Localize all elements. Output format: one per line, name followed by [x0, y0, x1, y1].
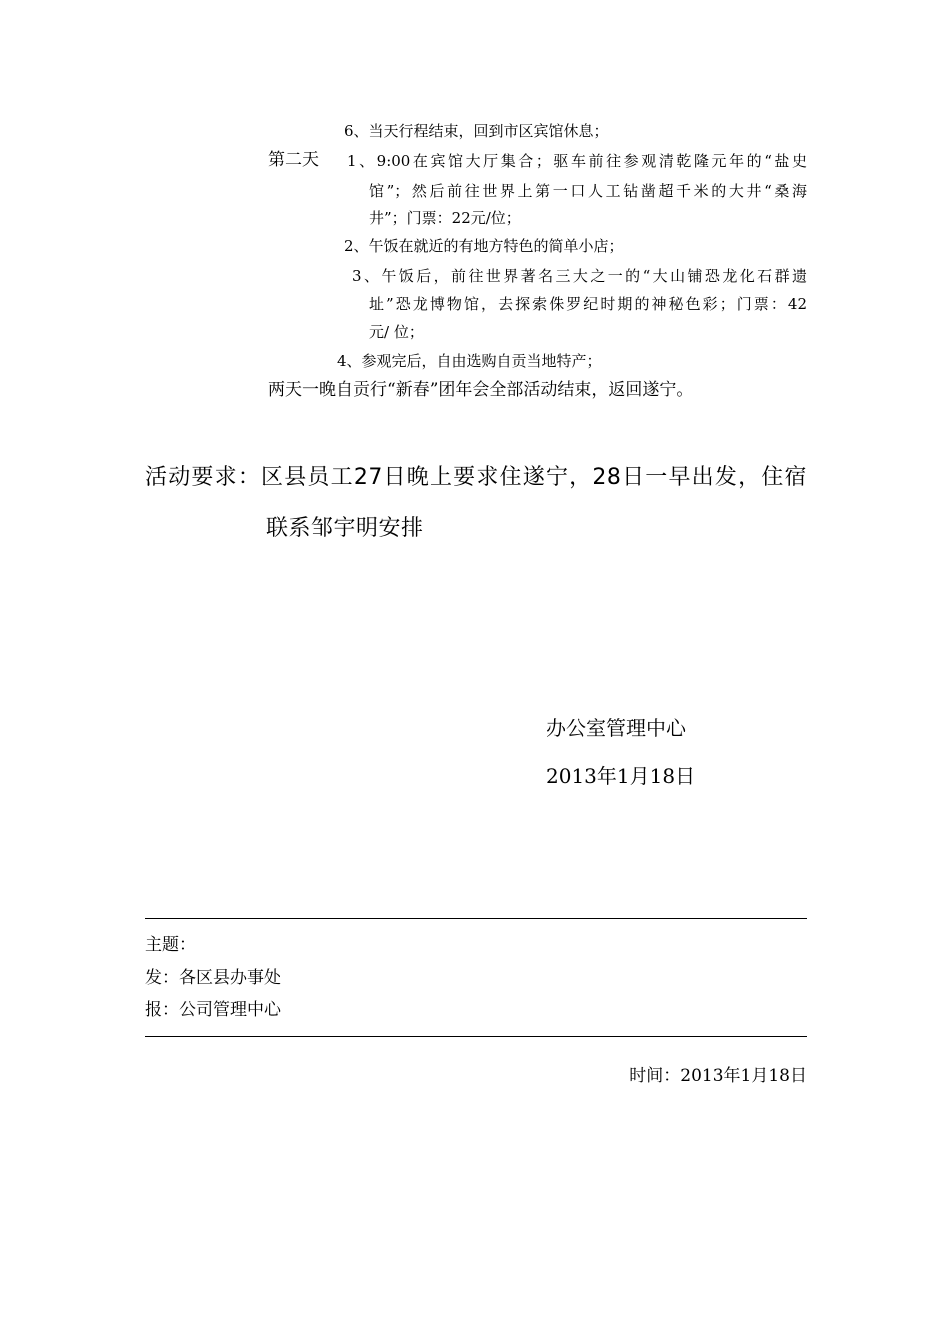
- day1-item-6: 6、当天行程结束，回到市区宾馆休息；: [344, 122, 609, 140]
- footer-send-to: 发：各区县办事处: [145, 968, 281, 988]
- requirement-line-1: 活动要求：区县员工27日晚上要求住遂宁，28日一早出发，住宿: [145, 465, 807, 490]
- signature-date: 2013年1月18日: [546, 764, 696, 788]
- day2-item-2: 2、午饭在就近的有地方特色的简单小店；: [344, 237, 624, 255]
- day2-item-1-line-1: 1、9:00在宾馆大厅集合；驱车前往参观清乾隆元年的“盐史: [347, 152, 807, 170]
- signature-org: 办公室管理中心: [546, 716, 686, 740]
- footer-top-rule: [145, 918, 807, 919]
- day2-label: 第二天: [268, 150, 319, 170]
- day2-item-4: 4、参观完后，自由选购自贡当地特产；: [337, 352, 602, 370]
- footer-subject: 主题：: [145, 935, 196, 955]
- day2-item-1-line-2: 馆”；然后前往世界上第一口人工钻凿超千米的大井“桑海: [369, 182, 807, 200]
- day2-item-3-line-2: 址”恐龙博物馆，去探索侏罗纪时期的神秘色彩；门票：42: [369, 295, 807, 313]
- day2-item-3-line-3: 元/ 位；: [369, 323, 424, 341]
- footer-bottom-rule: [145, 1036, 807, 1037]
- day2-item-3-line-1: 3、午饭后，前往世界著名三大之一的“大山铺恐龙化石群遗: [352, 267, 807, 285]
- requirement-line-2: 联系邹宇明安排: [266, 516, 424, 541]
- day2-item-1-line-3: 井”；门票：22元/位；: [369, 209, 521, 227]
- footer-time: 时间：2013年1月18日: [629, 1066, 807, 1086]
- footer-report-to: 报：公司管理中心: [145, 1000, 281, 1020]
- closing-line: 两天一晚自贡行“新春”团年会全部活动结束，返回遂宁。: [268, 380, 694, 400]
